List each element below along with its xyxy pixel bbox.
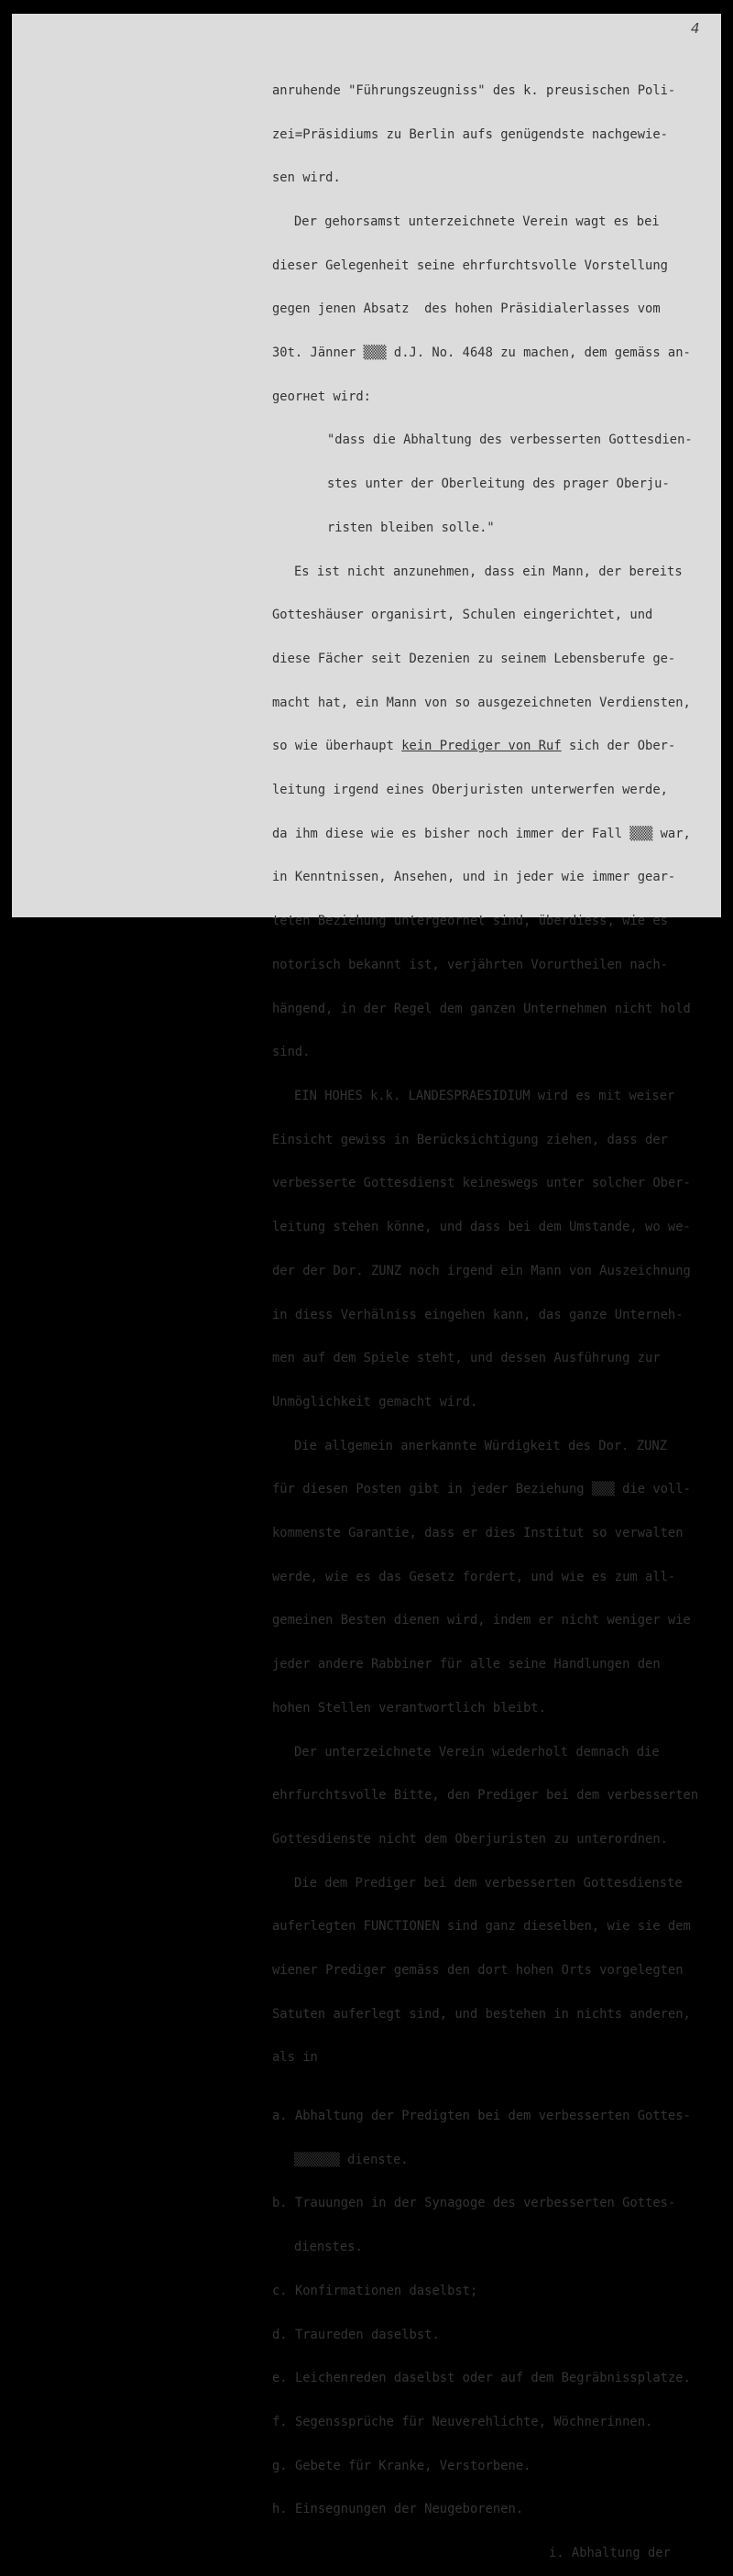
quote-line: risten bleiben solle." [327, 520, 495, 535]
text-line: in diess Verhälniss eingehen kann, das ganze Unterneh- [272, 1307, 684, 1322]
page-number: 4 [691, 20, 700, 37]
list-item: f. Segenssprüche für Neuverehlichte, Wöchnerinnen. [272, 2414, 653, 2429]
list-item: a. Abhaltung der Predigten bei dem verbesserten Gottes- [272, 2109, 691, 2124]
text-line: auferlegten FUNCTIONEN sind ganz dieselben, wie sie dem [272, 1919, 691, 1935]
text-line: zei=Präsidiums zu Berlin aufs genügendste nachgewie- [272, 126, 668, 142]
list-item-continuation: ▒▒▒▒▒▒ dienste. [294, 2152, 409, 2167]
text-line: dieser Gelegenheit seine ehrfurchtsvolle Vorstellung [272, 258, 668, 273]
text-line: Die dem Prediger bei dem verbesserten Gottesdienste [294, 1875, 683, 1891]
text-line: leitung irgend eines Oberjuristen unterwerfen werde, [272, 783, 668, 798]
text-line: Einsicht gewiss in Berücksichtigung ziehen, dass der [272, 1132, 668, 1147]
quote-line: "dass die Abhaltung des verbesserten Gottesdien- [327, 433, 693, 448]
text-line: teten Beziehung untergeornet sind, überdiess, wie es [272, 914, 668, 929]
text-line: hängend, in der Regel dem ganzen Unternehmen nicht hold [272, 1001, 691, 1016]
text-line: leitung stehen könne, und dass bei dem Umstande, wo we- [272, 1220, 691, 1235]
text-line: Gotteshäuser organisirt, Schulen eingerichtet, und [272, 608, 653, 623]
text-line: Der gehorsamst unterzeichnete Verein wagt es bei [294, 214, 660, 229]
list-item: c. Konfirmationen daselbst; [272, 2283, 478, 2298]
text-line: sind. [272, 1045, 311, 1060]
text-line: diese Fächer seit Dezenien zu seinem Lebensberufe ge- [272, 651, 676, 666]
catchword: i. Abhaltung der [549, 2546, 671, 2561]
text-line: da ihm diese wie es bisher noch immer der Fall ▒▒▒ war, [272, 826, 691, 841]
list-item: e. Leichenreden daselbst oder auf dem Begräbnissplatze. [272, 2371, 691, 2386]
text-line: Der unterzeichnete Verein wiederholt demnach die [294, 1744, 660, 1759]
text-line: als in [272, 2050, 318, 2066]
list-item-continuation: dienstes. [294, 2240, 363, 2255]
text-line: Es ist nicht anzunehmen, dass ein Mann, der bereits [294, 564, 683, 579]
text-line: wiener Prediger gemäss den dort hohen Orts vorgelegten [272, 1963, 684, 1979]
text-line: gegen jenen Absatz des hohen Präsidialerlasses vom [272, 301, 661, 317]
text-line: men auf dem Spiele steht, und dessen Ausführung zur [272, 1351, 661, 1366]
text-line: werde, wie es das Gesetz fordert, und wie es zum all- [272, 1569, 676, 1584]
text-line: für diesen Posten gibt in jeder Beziehung ▒▒▒ die voll- [272, 1482, 691, 1497]
text-line: Die allgemein anerkannte Würdigkeit des Dor. ZUNZ [294, 1438, 668, 1453]
text-line: verbesserte Gottesdienst keineswegs unter solcher Ober- [272, 1176, 691, 1191]
text-line: der der Dor. ZUNZ noch irgend ein Mann von Auszeichnung [272, 1263, 691, 1278]
list-item: d. Traureden daselbst. [272, 2327, 440, 2342]
text-line: jeder andere Rabbiner für alle seine Handlungen den [272, 1657, 661, 1672]
text-line: macht hat, ein Mann von so ausgezeichneten Verdiensten, [272, 695, 691, 710]
text-line: gemeinen Besten dienen wird, indem er nicht weniger wie [272, 1613, 691, 1628]
text-line: notorisch bekannt ist, verjährten Vorurtheilen nach- [272, 957, 668, 972]
underlined-phrase: kein Prediger von Ruf [401, 739, 562, 754]
text-line: ehrfurchtsvolle Bitte, den Prediger bei dem verbesserten [272, 1788, 699, 1803]
quote-line: stes unter der Oberleitung des prager Oberju- [327, 477, 670, 492]
text-line: 30t. Jänner ▒▒▒ d.J. No. 4648 zu machen, dem gemäss an- [272, 345, 691, 361]
text-line: sen wird. [272, 170, 341, 186]
list-item: h. Einsegnungen der Neugeborenen. [272, 2502, 524, 2517]
text-line: so wie überhaupt kein Prediger von Ruf sich der Ober- [272, 739, 676, 754]
text-line: Satuten auferlegt sind, und bestehen in nichts anderen, [272, 2006, 691, 2022]
text-line: Unmöglichkeit gemacht wird. [272, 1394, 478, 1409]
text-line: EIN HOHES k.k. LANDESPRAESIDIUM wird es mit weiser [294, 1088, 675, 1103]
list-item: b. Trauungen in der Synagoge des verbesserten Gottes- [272, 2196, 676, 2211]
text-line: in Kenntnissen, Ansehen, und in jeder wie immer gear- [272, 870, 676, 885]
text-line: kommenste Garantie, dass er dies Institut so verwalten [272, 1526, 684, 1541]
typed-text-block [272, 55, 726, 2576]
text-line: Gottesdienste nicht dem Oberjuristen zu unterordnen. [272, 1831, 668, 1847]
text-line: georнet wird: [272, 389, 371, 404]
text-line: hohen Stellen verantwortlich bleibt. [272, 1700, 547, 1716]
text-line: anruhende "Führungszeugniss" des k. preusischen Poli- [272, 82, 676, 98]
list-item: g. Gebete für Kranke, Verstorbene. [272, 2458, 531, 2473]
